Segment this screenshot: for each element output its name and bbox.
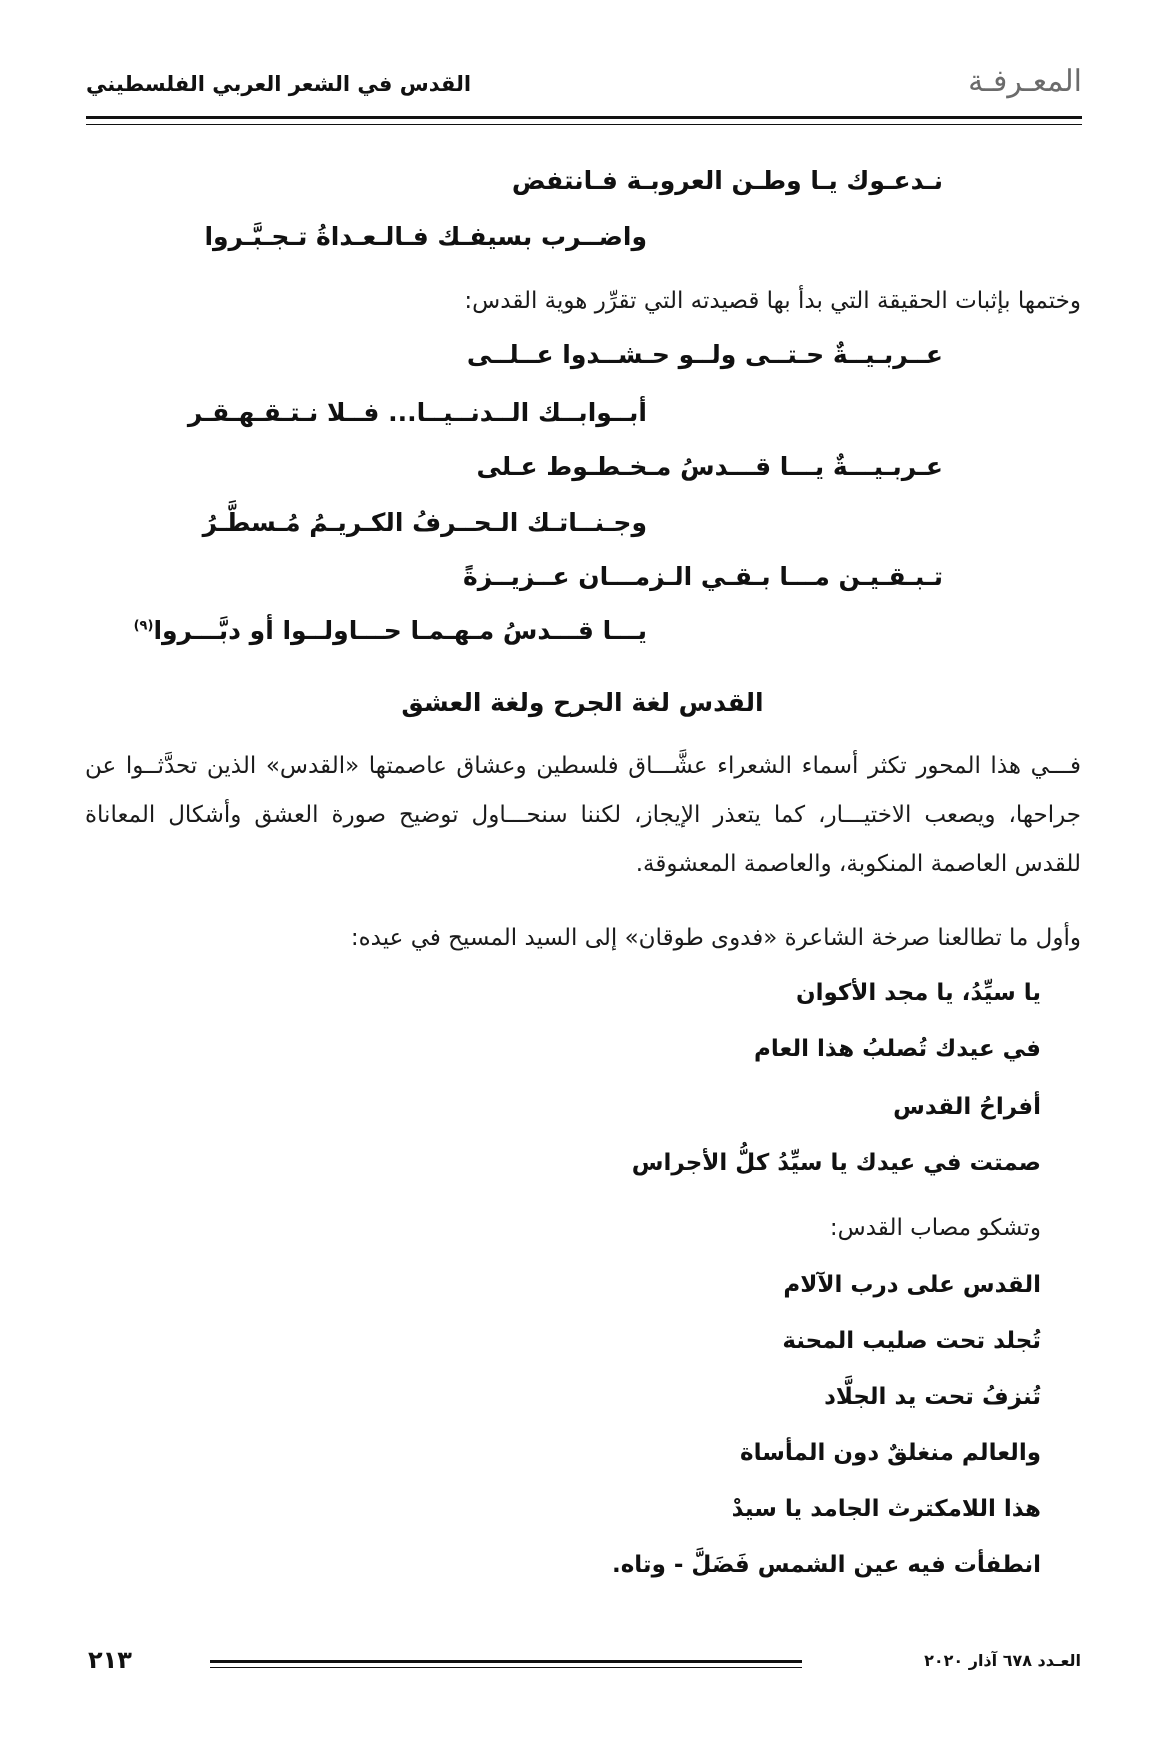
header-rule-thin	[86, 124, 1082, 125]
verse-line: واضــرب بسيفـك فـالـعـداةُ تـجـبَّـروا	[204, 222, 647, 251]
verse-line: وجـنــاتـك الـحــرفُ الكـريـمُ مُـسطَّـرُ	[202, 508, 647, 537]
verse-line: عـربـيـــةٌ يـــا قـــدسُ مـخـطـوط عـلى	[476, 452, 943, 481]
poem-line: هذا اللامكترث الجامد يا سيدْ	[731, 1496, 1041, 1522]
magazine-logo: المعـرفـة	[968, 64, 1082, 99]
poem-line: القدس على درب الآلام	[783, 1272, 1041, 1298]
verse-line: عــربـيــةٌ حـتــى ولــو حـشــدوا عــلــى	[466, 340, 943, 369]
poem-line: تُنزفُ تحت يد الجلَّاد	[824, 1384, 1041, 1410]
intro-line: وختمها بإثبات الحقيقة التي بدأ بها قصيدته التي تقرِّر هوية القدس:	[464, 288, 1081, 314]
poem-line: تُجلد تحت صليب المحنة	[782, 1328, 1041, 1354]
verse-line	[134, 616, 647, 645]
paragraph: وأول ما تطالعنا صرخة الشاعرة «فدوى طوقان» إلى السيد المسيح في عيده:	[350, 925, 1081, 951]
verse-line: نـدعـوك يـا وطـن العروبـة فـانتفض	[511, 166, 943, 195]
poem-line: صمتت في عيدك يا سيِّدُ كلُّ الأجراس	[631, 1150, 1041, 1176]
poem-line: أفراحُ القدس	[893, 1094, 1041, 1120]
footnote-ref: (٩)	[133, 618, 154, 634]
running-title: القدس في الشعر العربي الفلسطيني	[86, 72, 472, 96]
verse-line: تـبـقـيـن مـــا بـقـي الـزمـــان عــزيــزةً	[463, 562, 943, 591]
paragraph: وتشكو مصاب القدس:	[829, 1215, 1041, 1241]
issue-info: العـدد ٦٧٨ آذار ٢٠٢٠	[924, 1651, 1081, 1670]
verse-line: أبــوابــك الــدنــيــا... فــلا نـتـقـهـقـر	[187, 398, 647, 427]
section-heading: القدس لغة الجرح ولغة العشق	[401, 688, 764, 717]
poem-line: في عيدك تُصلبُ هذا العام	[754, 1036, 1041, 1062]
paragraph: فـــي هذا المحور تكثر أسماء الشعراء عشَّـــاق فلسطين وعشاق عاصمتها «القدس» الذين تحدَّثــوا عن جراحها، ويصعب الاختيـــار، كما يتعذر الإيجاز، لكننا سنحـــاول توضيح صورة العشق وأشكال المعاناة للقدس العاصمة المنكوبة، والعاصمة المعشوقة.	[85, 753, 1081, 877]
page-header	[86, 62, 1082, 132]
page-number: ٢١٣	[88, 1646, 132, 1674]
footer-rule-thick	[210, 1660, 802, 1663]
poem-line: يا سيِّدُ، يا مجد الأكوان	[795, 980, 1041, 1006]
footer-rule-thin	[210, 1667, 802, 1668]
verse-text: يـــا قـــدسُ مـهـمـا حـــاولــوا أو دبَّـــروا	[153, 616, 647, 645]
poem-line: والعالم منغلقٌ دون المأساة	[740, 1440, 1041, 1466]
header-rule-thick	[86, 116, 1082, 119]
poem-line: انطفأت فيه عين الشمس فَضَلَّ - وتاه.	[611, 1552, 1041, 1578]
